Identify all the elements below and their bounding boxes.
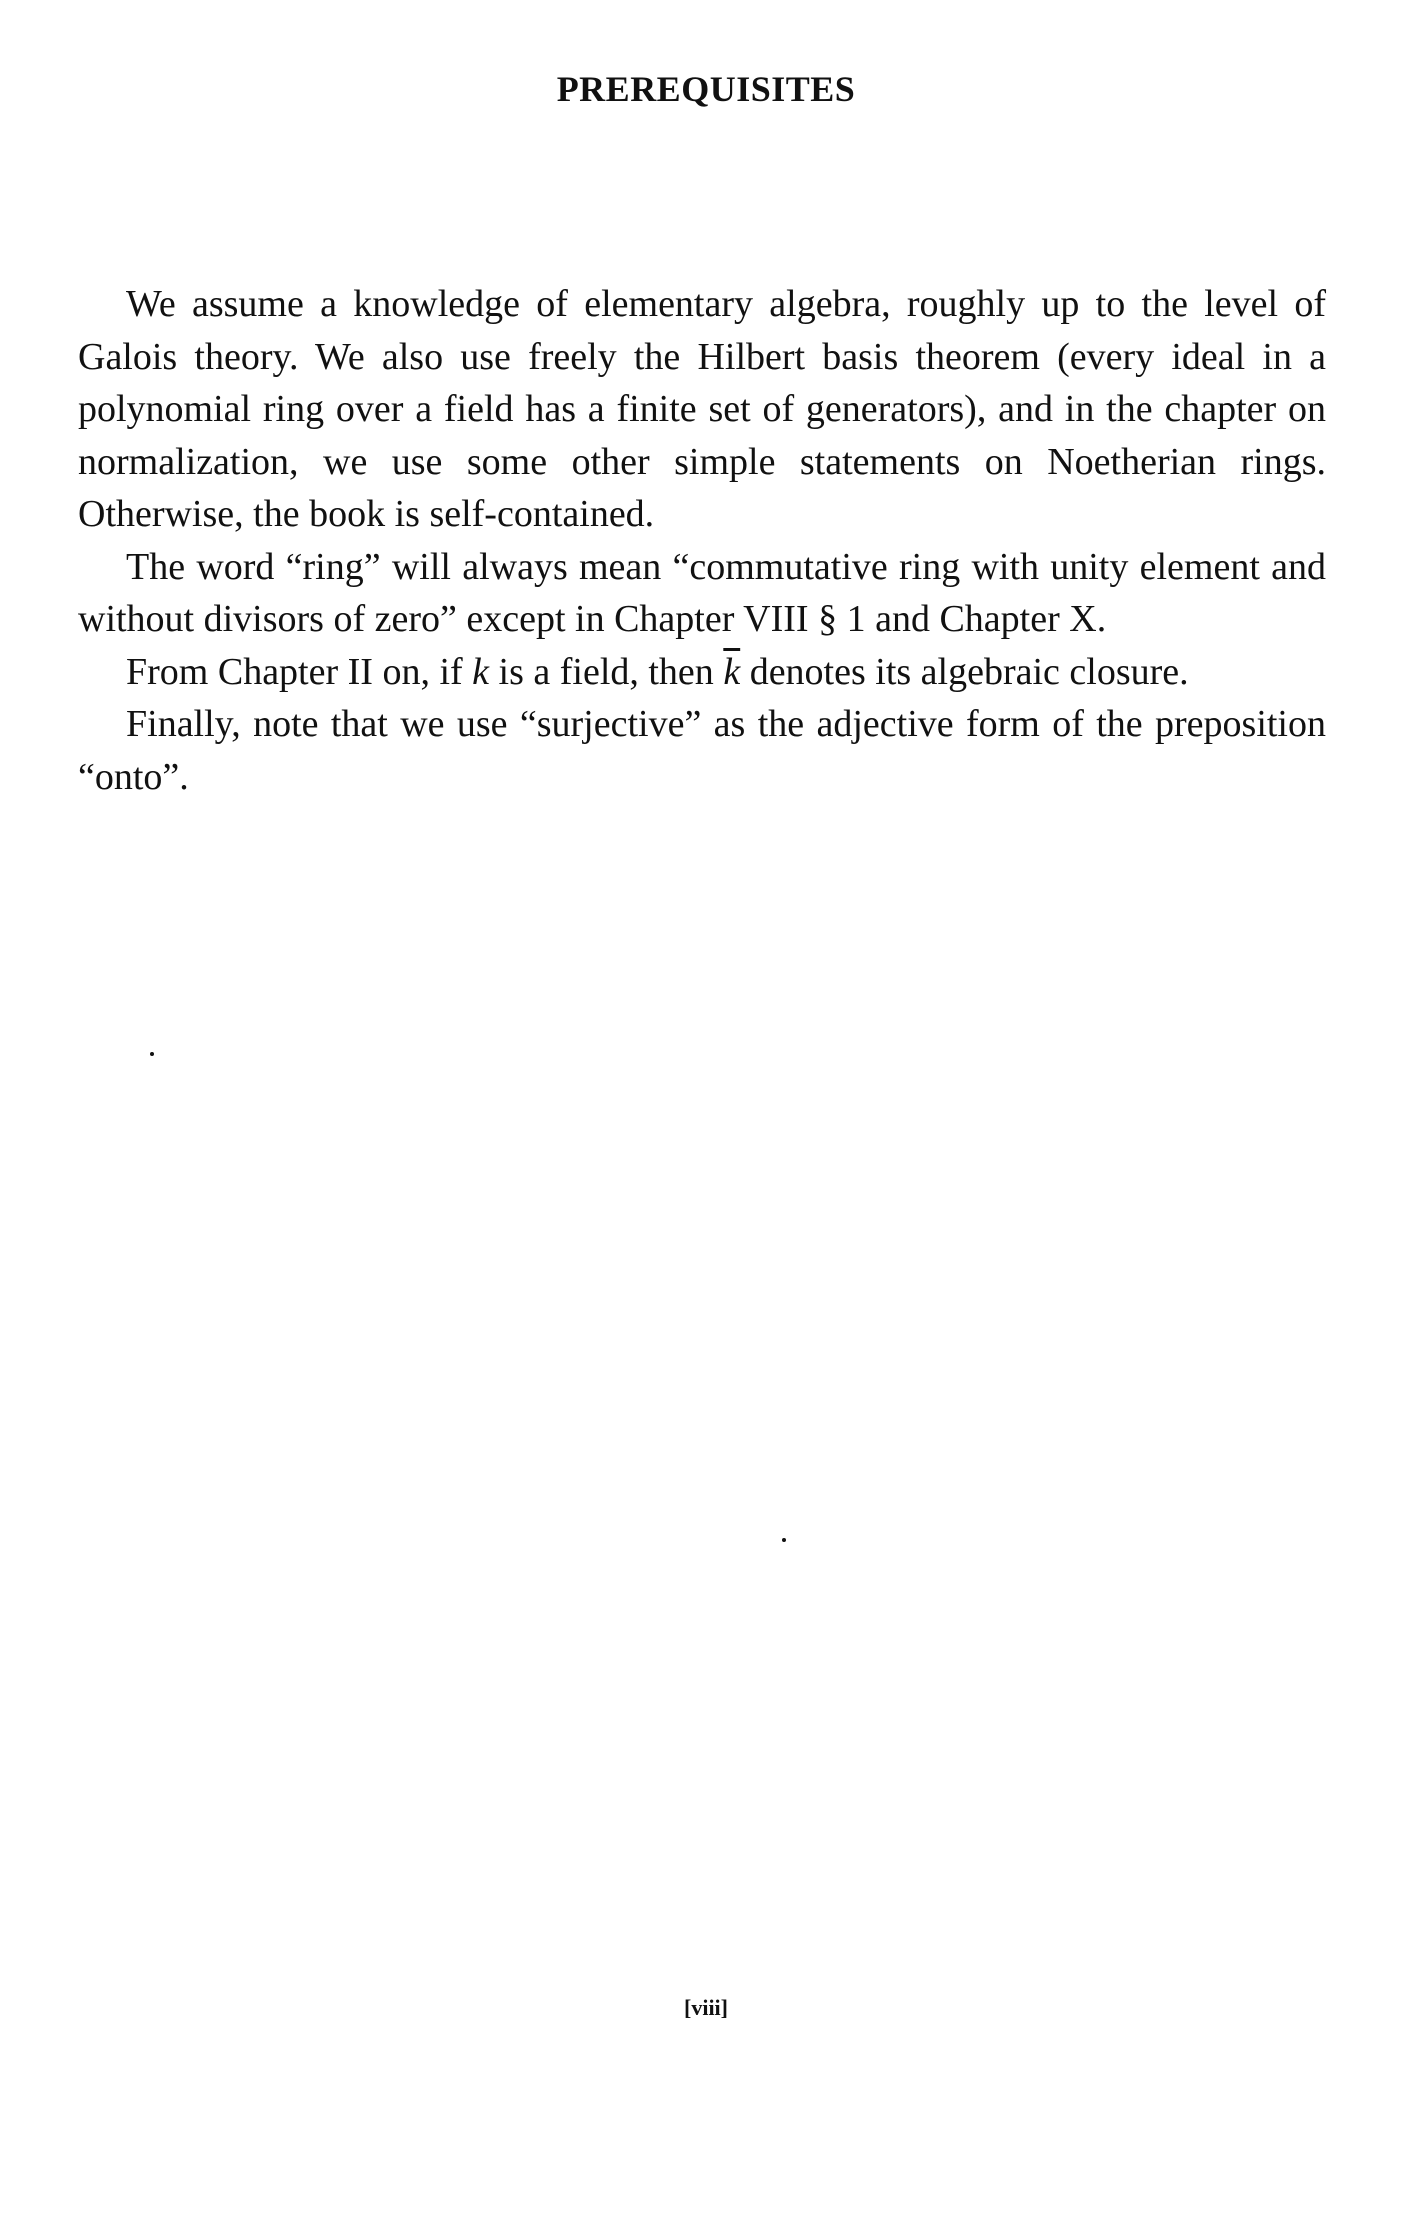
paragraph-ring-definition: The word “ring” will always mean “commutative ring with unity element and without divisors of zero” except in Chapter VIII § 1 and Chapter X. [78,545,1326,640]
text-run: is a field, then [489,650,724,693]
ink-speck [782,1538,786,1542]
paragraph-algebraic-closure [78,646,1326,699]
paragraph-prerequisites: We assume a knowledge of elementary algebra, roughly up to the level of Galois theory. We also use freely the Hilbert basis theorem (every ideal in a polynomial ring over a field has a finite set of generators), and in the chapter on normalization, we use some other simple statements on Noetherian rings. Otherwise, the book is self-contained. [78,283,1326,535]
paragraph-surjective-note: Finally, note that we use “surjective” as the adjective form of the preposition “onto”. [78,703,1326,798]
page-number: [viii] [684,1995,728,2020]
variable-k-bar: $\overline{k}$ [723,650,741,693]
page-title: PREREQUISITES [556,69,856,109]
text-run: denotes its algebraic closure. [740,650,1189,693]
body-text [78,278,1326,803]
ink-speck [150,1052,154,1056]
text-run: From Chapter II on, if [126,650,473,693]
variable-k: k [472,650,490,693]
